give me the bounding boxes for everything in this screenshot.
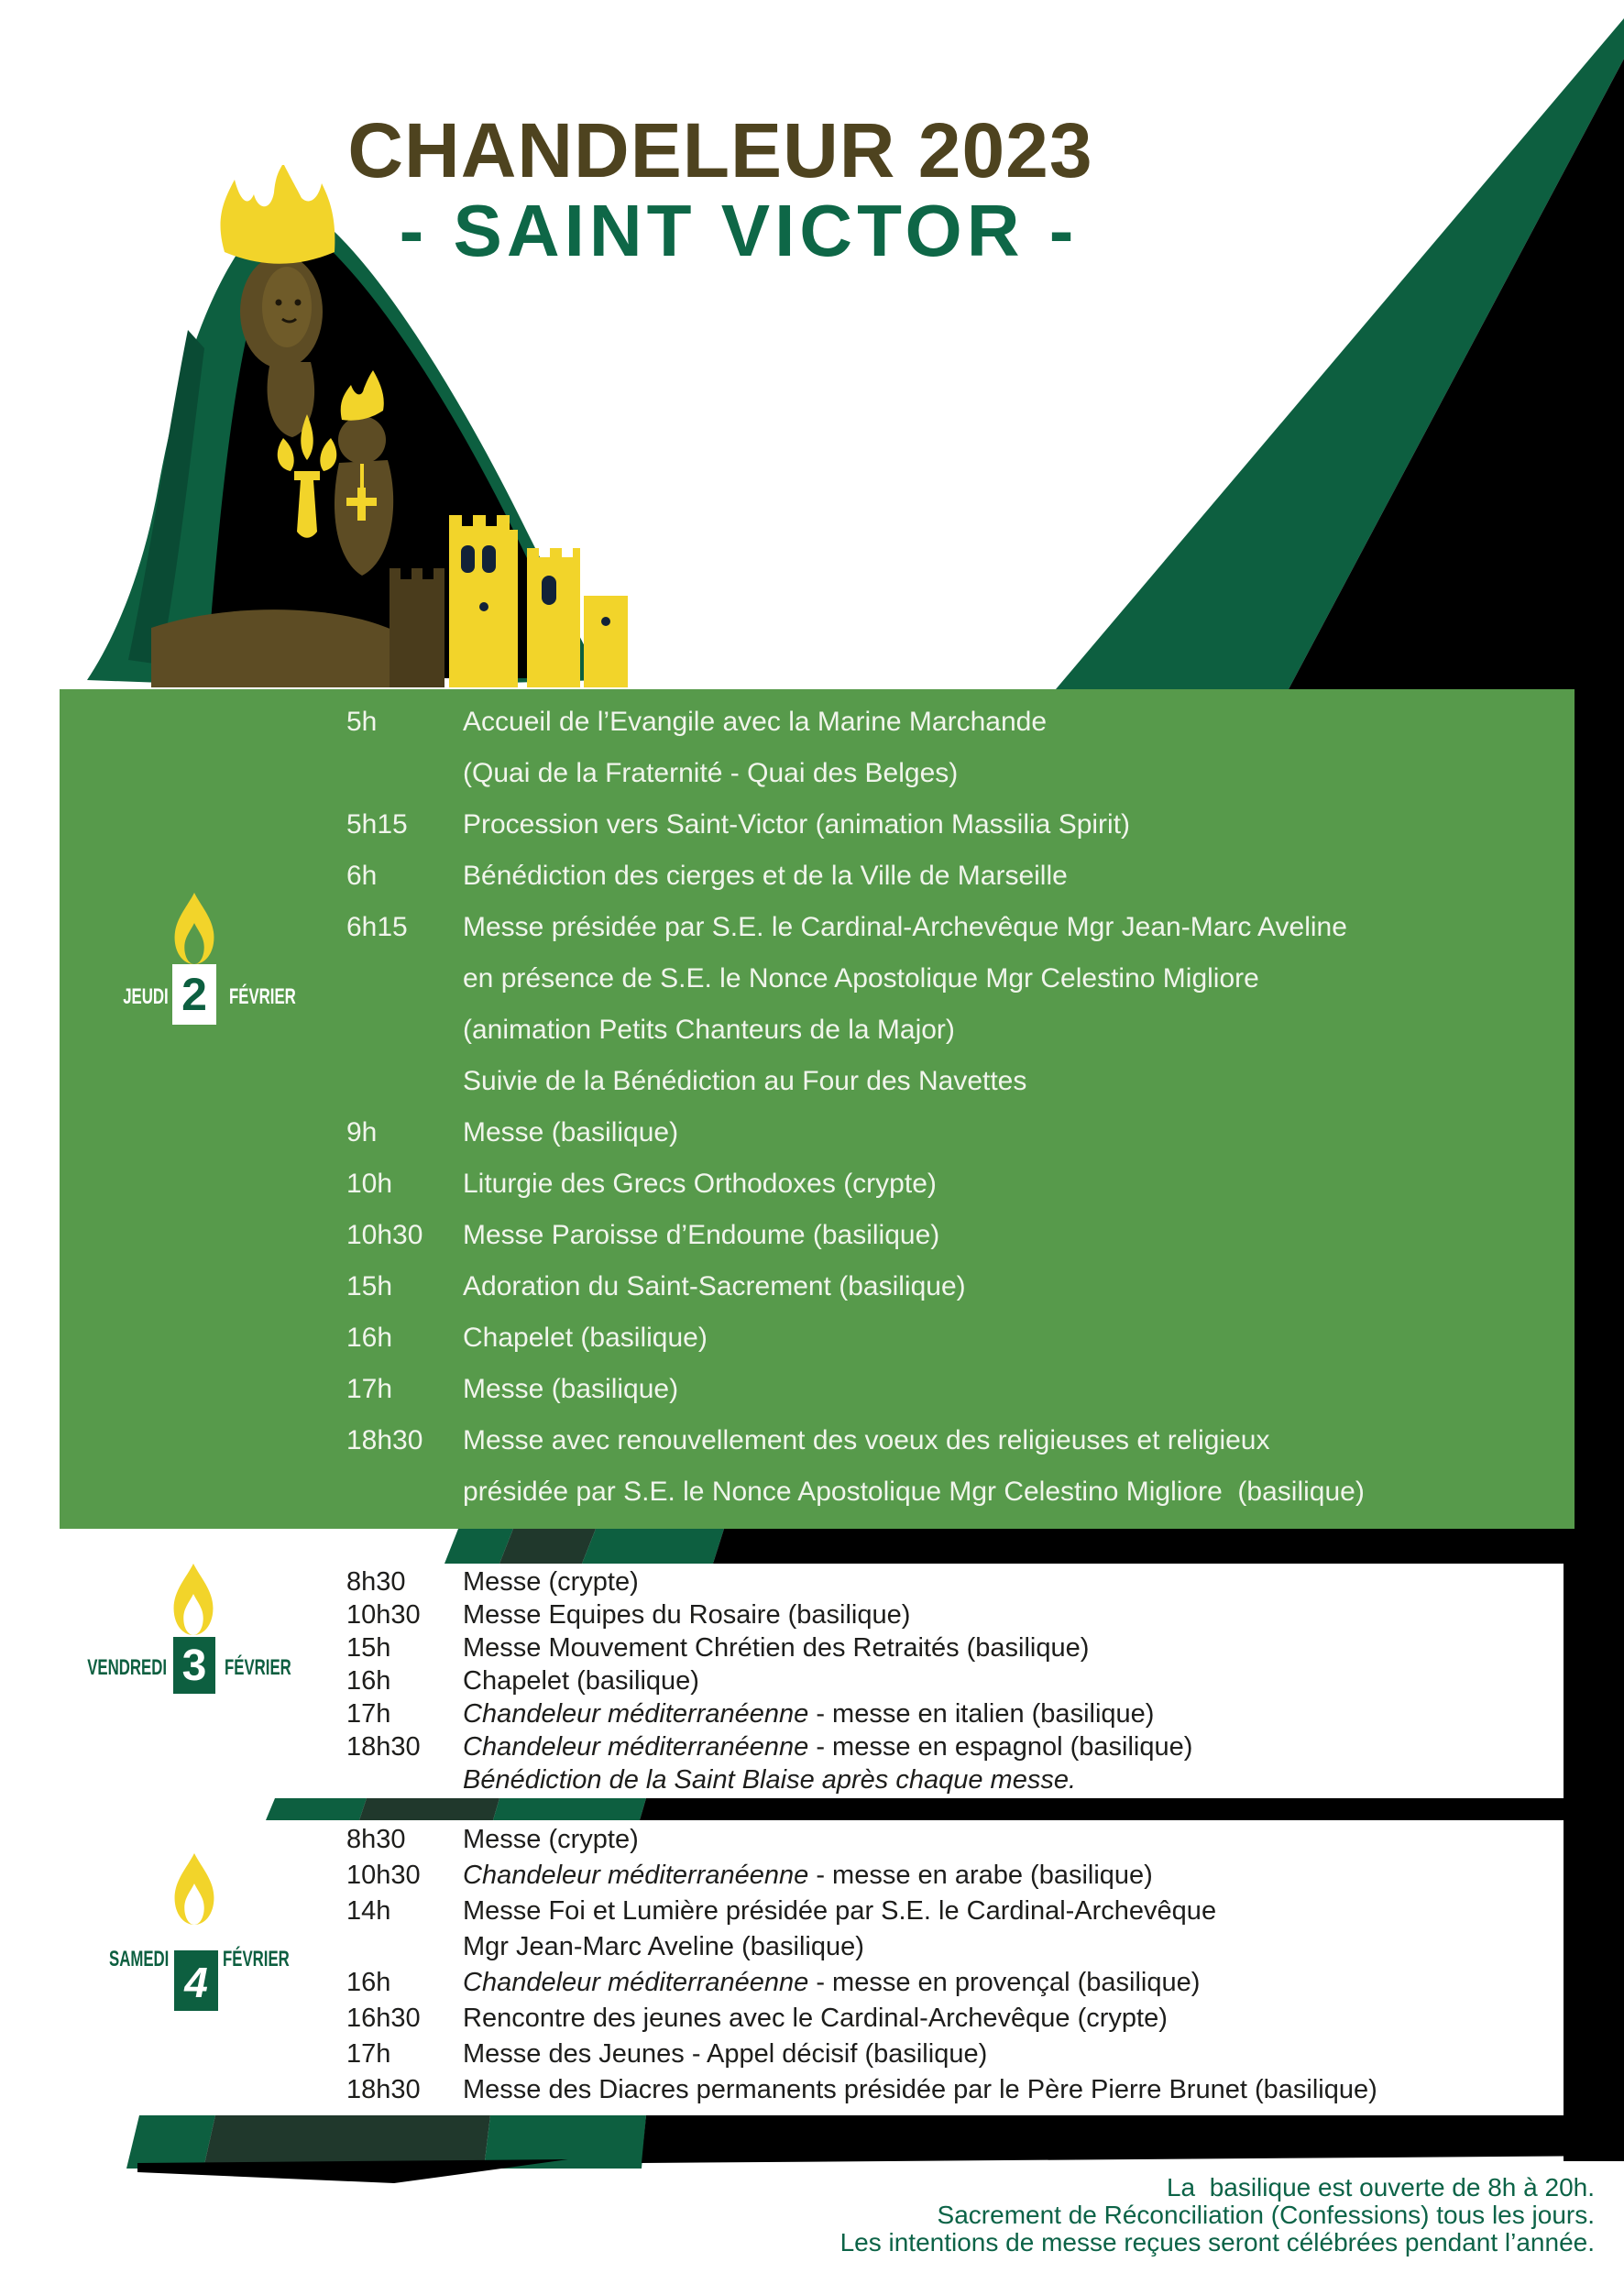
- schedule-row: [346, 1466, 1365, 1518]
- event-time: 18h30: [346, 1425, 423, 1455]
- event-description: Chandeleur méditerranéenne - messe en espagnol (basilique): [463, 1731, 1193, 1762]
- schedule-row: [346, 851, 1365, 902]
- event-description: Chandeleur méditerranéenne - messe en italien (basilique): [463, 1698, 1155, 1729]
- event-description: Adoration du Saint-Sacrement (basilique): [463, 1271, 966, 1301]
- friday-events: [346, 1565, 1192, 1796]
- thursday-events: [346, 697, 1365, 1518]
- event-time: 14h: [346, 1896, 391, 1926]
- event-description: Messe des Jeunes - Appel décisif (basilique): [463, 2039, 988, 2069]
- event-time: 10h30: [346, 1220, 423, 1250]
- footer-line: Les intentions de messe reçues seront célébrées pendant l’année.: [839, 2228, 1595, 2257]
- separator-band-2: [266, 1798, 1624, 1820]
- poster-title: CHANDELEUR 2023: [347, 107, 1093, 193]
- event-time: 18h30: [346, 2075, 421, 2104]
- event-time: 5h15: [346, 809, 408, 840]
- day-word-samedi: SAMEDI: [108, 1947, 169, 1971]
- event-description: Mgr Jean-Marc Aveline (basilique): [463, 1932, 864, 1961]
- schedule-row: [346, 1210, 1365, 1261]
- event-time: 18h30: [346, 1731, 421, 1762]
- schedule-row: [346, 1598, 1192, 1631]
- schedule-row: [346, 1415, 1365, 1466]
- basilica-info: [312, 2174, 1595, 2257]
- schedule-row: [346, 1631, 1192, 1664]
- month-word-fevrier-3: FÉVRIER: [223, 1947, 290, 1971]
- schedule-row: [346, 1056, 1365, 1107]
- event-time: 17h: [346, 2039, 391, 2069]
- event-description: Messe Foi et Lumière présidée par S.E. le Cardinal-Archevêque: [463, 1896, 1217, 1926]
- flame-icon: [161, 1564, 225, 1635]
- schedule-row: [346, 1005, 1365, 1056]
- event-time: 10h30: [346, 1861, 421, 1890]
- schedule-row: [346, 1822, 1377, 1858]
- schedule-row: [346, 2001, 1377, 2037]
- separator-band-1: [444, 1529, 1624, 1564]
- event-time: 16h: [346, 1665, 391, 1696]
- event-description: Messe (basilique): [463, 1117, 679, 1147]
- event-time: 8h30: [346, 1825, 406, 1854]
- event-description: (Quai de la Fraternité - Quai des Belges): [463, 758, 959, 788]
- flame-icon: [162, 1853, 226, 1925]
- event-description: Chandeleur méditerranéenne - messe en arabe (basilique): [463, 1861, 1153, 1890]
- day-number-box-3: [173, 1637, 215, 1694]
- event-time: 5h: [346, 707, 378, 737]
- event-description: Rencontre des jeunes avec le Cardinal-Archevêque (crypte): [463, 2004, 1168, 2033]
- event-time: 17h: [346, 1698, 391, 1729]
- event-description: (animation Petits Chanteurs de la Major): [463, 1015, 955, 1045]
- schedule-row: [346, 1261, 1365, 1312]
- event-time: 16h: [346, 1323, 393, 1353]
- event-description: Messe (basilique): [463, 1374, 679, 1404]
- flame-icon: [162, 893, 226, 964]
- schedule-row: [346, 1730, 1192, 1763]
- schedule-row: [346, 1364, 1365, 1415]
- schedule-row: [346, 1158, 1365, 1210]
- event-description: Messe Paroisse d’Endoume (basilique): [463, 1220, 940, 1250]
- day-number: 4: [184, 1959, 208, 2006]
- event-description: en présence de S.E. le Nonce Apostolique Mgr Celestino Migliore: [463, 963, 1259, 994]
- event-time: 9h: [346, 1117, 378, 1147]
- event-description: présidée par S.E. le Nonce Apostolique Mgr Celestino Migliore (basilique): [463, 1477, 1365, 1507]
- schedule-row: [346, 1664, 1192, 1697]
- event-description: Liturgie des Grecs Orthodoxes (crypte): [463, 1169, 937, 1199]
- day-number-box-4: [174, 1950, 218, 2011]
- event-description: Messe Equipes du Rosaire (basilique): [463, 1599, 911, 1630]
- madonna-crown: [221, 165, 335, 264]
- month-word-fevrier-1: FÉVRIER: [229, 984, 296, 1009]
- day-word-vendredi: VENDREDI: [87, 1655, 167, 1680]
- event-time: 15h: [346, 1271, 393, 1301]
- event-description: Suivie de la Bénédiction au Four des Navettes: [463, 1066, 1027, 1096]
- schedule-row: [346, 1929, 1377, 1965]
- schedule-row: [346, 2037, 1377, 2072]
- schedule-row: [346, 1763, 1192, 1796]
- event-description: Bénédiction de la Saint Blaise après chaque messe.: [463, 1764, 1077, 1795]
- event-time: 6h15: [346, 912, 408, 942]
- event-time: 16h: [346, 1968, 391, 1997]
- schedule-row: [346, 1107, 1365, 1158]
- day-number: 2: [181, 969, 207, 1020]
- day-number: 3: [181, 1641, 207, 1690]
- event-time: 6h: [346, 861, 378, 891]
- event-description: Procession vers Saint-Victor (animation Massilia Spirit): [463, 809, 1131, 840]
- day-number-box-2: [172, 964, 216, 1025]
- day-word-jeudi: JEUDI: [123, 984, 169, 1009]
- event-description: Messe avec renouvellement des voeux des religieuses et religieux: [463, 1425, 1270, 1455]
- schedule-row: [346, 1697, 1192, 1730]
- event-description: Messe présidée par S.E. le Cardinal-Archevêque Mgr Jean-Marc Aveline: [463, 912, 1347, 942]
- schedule-row: [346, 1894, 1377, 1929]
- schedule-row: [346, 2072, 1377, 2108]
- schedule-row: [346, 1965, 1377, 2001]
- poster-subtitle: - SAINT VICTOR -: [399, 190, 1079, 271]
- schedule-row: [346, 1312, 1365, 1364]
- event-description: Messe des Diacres permanents présidée par le Père Pierre Brunet (basilique): [463, 2075, 1377, 2104]
- event-description: Bénédiction des cierges et de la Ville de Marseille: [463, 861, 1068, 891]
- event-time: 10h30: [346, 1599, 421, 1630]
- schedule-row: [346, 953, 1365, 1005]
- cross-pendant-h: [346, 498, 377, 506]
- schedule-row: [346, 902, 1365, 953]
- event-description: Messe (crypte): [463, 1566, 639, 1597]
- month-word-fevrier-2: FÉVRIER: [225, 1655, 291, 1680]
- schedule-row: [346, 1565, 1192, 1598]
- footer-line: La basilique est ouverte de 8h à 20h.: [1166, 2173, 1595, 2202]
- event-description: Messe (crypte): [463, 1825, 639, 1854]
- pedestal: [151, 609, 394, 687]
- event-time: 17h: [346, 1374, 393, 1404]
- saturday-events: [346, 1822, 1377, 2108]
- schedule-row: [346, 697, 1365, 748]
- event-description: Accueil de l’Evangile avec la Marine Marchande: [463, 707, 1048, 737]
- schedule-row: [346, 1858, 1377, 1894]
- footer-line: Sacrement de Réconciliation (Confessions) tous les jours.: [937, 2201, 1595, 2229]
- event-description: Chandeleur méditerranéenne - messe en provençal (basilique): [463, 1968, 1201, 1997]
- event-description: Messe Mouvement Chrétien des Retraités (basilique): [463, 1632, 1090, 1663]
- event-description: Chapelet (basilique): [463, 1323, 708, 1353]
- event-time: 10h: [346, 1169, 393, 1199]
- schedule-row: [346, 748, 1365, 799]
- schedule-row: [346, 799, 1365, 851]
- event-time: 15h: [346, 1632, 391, 1663]
- black-madonna-illustration: [78, 165, 646, 692]
- event-time: 8h30: [346, 1566, 406, 1597]
- event-time: 16h30: [346, 2004, 421, 2033]
- event-description: Chapelet (basilique): [463, 1665, 699, 1696]
